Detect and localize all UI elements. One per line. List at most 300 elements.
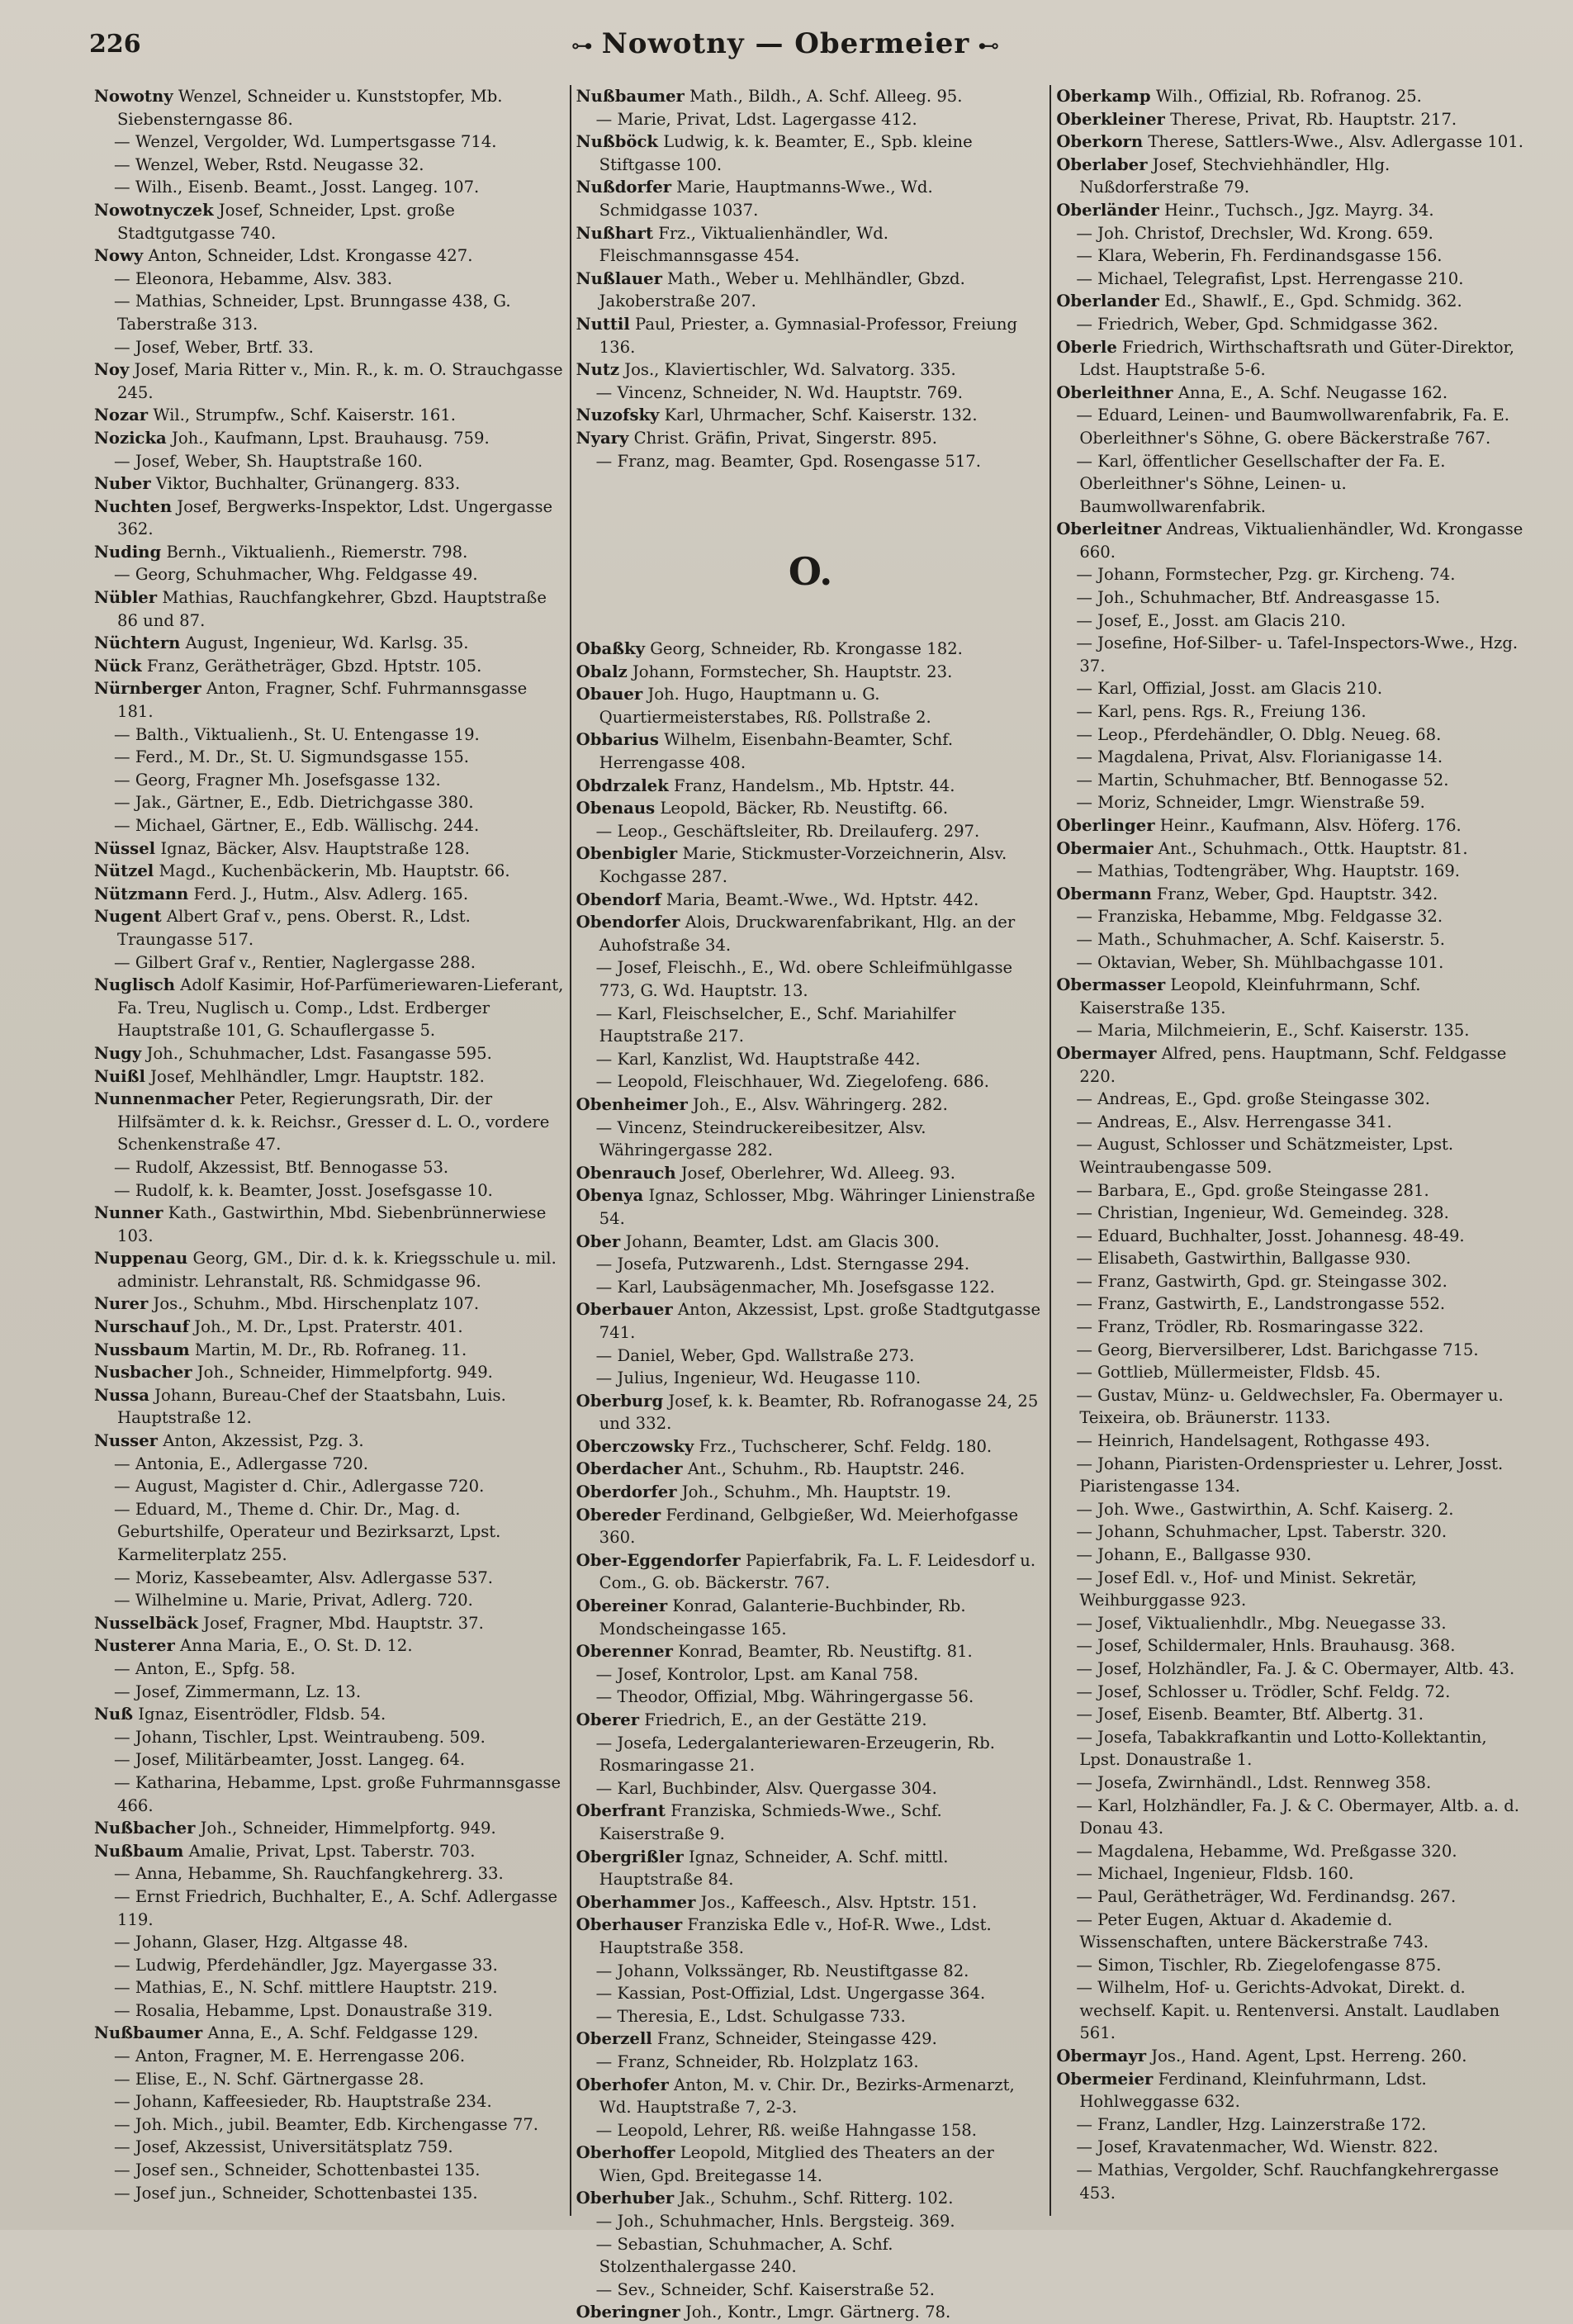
entry-surname: Nozar <box>94 406 149 425</box>
directory-entry <box>576 1686 1045 1709</box>
entry-text: Christ. Gräfin, Privat, Singerstr. 895. <box>628 428 938 448</box>
entry-text: — Joh. Wwe., Gastwirthin, A. Schf. Kaiserg. 2. <box>1076 1499 1454 1519</box>
directory-entry <box>1056 1567 1525 1612</box>
directory-entry <box>1056 313 1525 336</box>
directory-entry <box>94 1771 565 1817</box>
entry-text: Therese, Privat, Rb. Hauptstr. 217. <box>1164 109 1457 129</box>
directory-entry <box>1056 1840 1525 1863</box>
entry-surname: Oberkorn <box>1056 132 1144 152</box>
directory-entry <box>576 1960 1045 1983</box>
directory-entry <box>94 2045 565 2068</box>
entry-surname: Nuppenau <box>94 1249 188 1269</box>
entry-surname: Oberleitner <box>1056 519 1162 539</box>
entry-text: — Gottlieb, Müllermeister, Fldsb. 45. <box>1076 1363 1381 1383</box>
entry-text: — Wilh., Eisenb. Beamt., Josst. Langeg. 107. <box>114 178 480 197</box>
directory-entry <box>94 1840 565 1863</box>
directory-entry <box>1056 1544 1525 1567</box>
entry-text: — Josefa, Putzwarenh., Ldst. Sterngasse 294. <box>595 1254 970 1274</box>
entry-text: Anton, M. v. Chir. Dr., Bezirks-Armenarzt, Wd. Hauptstraße 7, 2-3. <box>599 2075 1015 2118</box>
entry-text: Joh., Kaufmann, Lpst. Brauhausg. 759. <box>166 428 490 448</box>
entry-surname: Obenheimer <box>576 1094 688 1114</box>
directory-entry <box>576 728 1045 774</box>
entry-text: — Johann, Piaristen-Ordenspriester u. Lehrer, Josst. Piaristengasse 134. <box>1076 1454 1504 1496</box>
entry-surname: Nusterer <box>94 1636 175 1656</box>
directory-entry <box>1056 108 1525 131</box>
entry-text: Marie, Stickmuster-Vorzeichnerin, Alsv. Kochgasse 287. <box>599 844 1007 887</box>
entry-surname: Oberhauser <box>576 1915 683 1935</box>
entry-text: — Josef, Weber, Sh. Hauptstraße 160. <box>114 451 423 471</box>
entry-surname: Oberhuber <box>576 2189 675 2208</box>
directory-entry <box>94 1612 565 1635</box>
entry-text: Anna, E., A. Schf. Neugasse 162. <box>1173 382 1448 402</box>
directory-entry <box>1056 1133 1525 1179</box>
directory-entry <box>94 1817 565 1840</box>
directory-entry <box>576 1367 1045 1390</box>
entry-surname: Obaßky <box>576 639 645 659</box>
entry-surname: Obenya <box>576 1186 644 1206</box>
directory-entry <box>94 336 565 359</box>
directory-entry <box>94 404 565 427</box>
entry-text: — Joh. Mich., jubil. Beamter, Edb. Kirchengasse 77. <box>114 2114 539 2134</box>
directory-entry <box>94 1088 565 1156</box>
entry-text: Mathias, Rauchfangkehrer, Gbzd. Hauptstraße 86 und 87. <box>117 588 547 630</box>
directory-entry <box>576 1846 1045 1891</box>
entry-surname: Nusselbäck <box>94 1613 199 1633</box>
entry-text: — Georg, Bierversilberer, Ldst. Barichgasse 715. <box>1076 1340 1479 1359</box>
entry-surname: Nußhart <box>576 223 654 243</box>
entry-text: Math., Bildh., A. Schf. Alleeg. 95. <box>684 87 963 106</box>
directory-entry <box>94 2182 565 2205</box>
entry-text: — Johann, Schuhmacher, Lpst. Taberstr. 320. <box>1076 1522 1447 1542</box>
directory-entry <box>576 2005 1045 2028</box>
directory-entry <box>576 956 1045 1002</box>
page-header <box>89 23 1482 64</box>
entry-text: — Karl, Offizial, Josst. am Glacis 210. <box>1076 679 1383 699</box>
entry-text: Ignaz, Bäcker, Alsv. Hauptstraße 128. <box>155 838 470 858</box>
entry-text: Ferd. J., Hutm., Alsv. Adlerg. 165. <box>188 884 469 904</box>
entry-text: Franz, Handelsm., Mb. Hptstr. 44. <box>668 775 955 795</box>
entry-text: — Klara, Weberin, Fh. Ferdinandsgasse 156. <box>1076 246 1443 266</box>
entry-surname: Obermasser <box>1056 975 1166 995</box>
directory-entry <box>576 85 1045 108</box>
entry-text: — Ferd., M. Dr., St. U. Sigmundsgasse 155. <box>114 747 470 767</box>
entry-text: — Gustav, Münz- u. Geldwechsler, Fa. Obermayer u. Teixeira, ob. Bräunerstr. 1133. <box>1076 1385 1504 1428</box>
directory-entry <box>1056 1316 1525 1339</box>
entry-surname: Nußbaumer <box>94 2023 203 2043</box>
directory-entry <box>576 1732 1045 1777</box>
entry-surname: Nurschauf <box>94 1317 190 1337</box>
directory-entry <box>1056 1498 1525 1521</box>
directory-entry <box>94 746 565 769</box>
entry-text: — Johann, Volkssänger, Rb. Neustiftgasse 82. <box>595 1961 969 1980</box>
entry-text: — Christian, Ingenieur, Wd. Gemeindeg. 328. <box>1076 1203 1449 1223</box>
entry-text: — Josef, Zimmermann, Lz. 13. <box>114 1681 362 1701</box>
entry-text: Konrad, Galanterie-Buchbinder, Rb. Mondscheingasse 165. <box>599 1596 966 1639</box>
entry-surname: Nuß <box>94 1705 134 1724</box>
directory-entry <box>576 2051 1045 2074</box>
entry-text: Ignaz, Schlosser, Mbg. Währinger Linienstraße 54. <box>599 1186 1035 1228</box>
directory-entry <box>94 1634 565 1658</box>
directory-entry <box>1056 382 1525 405</box>
directory-entry <box>576 1549 1045 1595</box>
entry-text: Anna, E., A. Schf. Feldgasse 129. <box>202 2023 479 2043</box>
entry-surname: Obbarius <box>576 730 659 750</box>
directory-entry <box>94 1498 565 1567</box>
directory-entry <box>576 1504 1045 1549</box>
directory-entry <box>94 1156 565 1179</box>
entry-text: — Karl, öffentlicher Gesellschafter der Fa. E. Oberleithner's Söhne, Leinen- u. Baumwollwarenfabrik. <box>1076 451 1446 516</box>
entry-text: Anton, Schneider, Ldst. Krongasse 427. <box>143 246 473 266</box>
entry-text: Ed., Shawlf., E., Gpd. Schmidg. 362. <box>1158 292 1462 311</box>
entry-text: — Simon, Tischler, Rb. Ziegelofengasse 875. <box>1076 1955 1442 1975</box>
entry-text: — Oktavian, Weber, Sh. Mühlbachgasse 101. <box>1076 952 1444 972</box>
directory-entry <box>1056 199 1525 222</box>
entry-text: Josef, Maria Ritter v., Min. R., k. m. O. Strauchgasse 245. <box>117 360 563 402</box>
directory-entry <box>94 450 565 473</box>
entry-text: — Josef, Weber, Brtf. 33. <box>114 337 314 357</box>
directory-entry <box>94 427 565 450</box>
directory-entry <box>576 1253 1045 1276</box>
directory-entry <box>576 1435 1045 1458</box>
entry-text: Franz, Weber, Gpd. Hauptstr. 342. <box>1151 884 1438 904</box>
entry-text: Ant., Schuhm., Rb. Hauptstr. 246. <box>682 1459 965 1479</box>
directory-entry <box>94 154 565 177</box>
entry-text: — Theodor, Offizial, Mbg. Währingergasse 56. <box>595 1687 974 1707</box>
entry-surname: Nußböck <box>576 132 658 152</box>
directory-entry <box>94 905 565 951</box>
entry-surname: Oberländer <box>1056 200 1159 220</box>
entry-text: — Karl, Kanzlist, Wd. Hauptstraße 442. <box>595 1049 921 1069</box>
directory-entry <box>94 2113 565 2137</box>
directory-entry <box>94 176 565 199</box>
entry-text: — Franz, Schneider, Rb. Holzplatz 163. <box>595 2051 919 2071</box>
directory-entry <box>1056 518 1525 563</box>
entry-text: — Eduard, Leinen- und Baumwollwarenfabrik, Fa. E. Oberleithner's Söhne, G. obere Bäckerstraße 767. <box>1076 406 1510 448</box>
directory-entry <box>576 1390 1045 1435</box>
directory-entry <box>94 2090 565 2113</box>
entry-surname: Obenbigler <box>576 844 678 864</box>
directory-entry <box>576 1048 1045 1071</box>
entry-text: — Andreas, E., Alsv. Herrengasse 341. <box>1076 1112 1392 1131</box>
directory-entry <box>576 889 1045 912</box>
entry-surname: Oberlander <box>1056 292 1159 311</box>
entry-surname: Nusbacher <box>94 1363 192 1383</box>
entry-text: Leopold, Bäcker, Rb. Neustiftg. 66. <box>655 799 949 818</box>
entry-text: — Ernst Friedrich, Buchhalter, E., A. Schf. Adlergasse 119. <box>114 1886 558 1929</box>
entry-surname: Nuißl <box>94 1066 145 1086</box>
entry-text: Joh. Hugo, Hauptmann u. G. Quartiermeisterstabes, Rß. Pollstraße 2. <box>599 685 931 727</box>
entry-surname: Obermayer <box>1056 1043 1157 1063</box>
entry-surname: Obermayr <box>1056 2047 1147 2066</box>
entry-surname: Nuglisch <box>94 975 175 995</box>
directory-entry <box>576 1640 1045 1663</box>
directory-entry <box>1056 1634 1525 1658</box>
ornament-right-icon: ⊷ <box>978 34 1001 59</box>
directory-entry <box>576 2119 1045 2142</box>
entry-text: — Joh. Christof, Drechsler, Wd. Krong. 659. <box>1076 223 1433 243</box>
entry-surname: Oberleithner <box>1056 382 1173 402</box>
directory-entry <box>1056 814 1525 837</box>
directory-entry <box>94 677 565 723</box>
column-2 <box>570 85 1050 2322</box>
directory-entry <box>576 1298 1045 1344</box>
directory-entry <box>1056 905 1525 928</box>
directory-entry <box>1056 85 1525 108</box>
entry-surname: Oberzell <box>576 2029 652 2049</box>
directory-entry <box>576 2074 1045 2119</box>
directory-entry <box>576 683 1045 728</box>
entry-surname: Nürnberger <box>94 679 201 699</box>
directory-entry <box>576 1982 1045 2005</box>
directory-entry <box>576 1184 1045 1230</box>
directory-entry <box>1056 1954 1525 1977</box>
directory-entry <box>1056 1042 1525 1088</box>
entry-text: — Josef Edl. v., Hof- und Minist. Sekretär, Weihburggasse 923. <box>1076 1568 1417 1610</box>
directory-entry <box>1056 837 1525 861</box>
directory-entry <box>94 1862 565 1885</box>
entry-text: — Josef jun., Schneider, Schottenbastei 135. <box>114 2183 478 2203</box>
entry-text: — Leopold, Fleischhauer, Wd. Ziegelofeng. 686. <box>595 1072 989 1092</box>
entry-text: — Marie, Privat, Ldst. Lagergasse 412. <box>595 109 917 129</box>
entry-surname: Obendorf <box>576 889 661 909</box>
entry-text: Ignaz, Eisentrödler, Fldsb. 54. <box>133 1705 386 1724</box>
entry-text: Leopold, Mitglied des Theaters an der Wien, Gpd. Breitegasse 14. <box>599 2143 994 2185</box>
entry-text: — Jak., Gärtner, E., Edb. Dietrichgasse 380. <box>114 793 474 813</box>
directory-entry <box>1056 769 1525 792</box>
directory-entry <box>94 199 565 244</box>
entry-surname: Nugy <box>94 1043 142 1063</box>
entry-surname: Obermaier <box>1056 838 1154 858</box>
directory-entry <box>1056 1612 1525 1635</box>
directory-entry <box>576 222 1045 268</box>
directory-entry <box>1056 1862 1525 1885</box>
entry-text: Johann, Bureau-Chef der Staatsbahn, Luis. Hauptstraße 12. <box>117 1385 506 1428</box>
directory-entry <box>94 472 565 496</box>
directory-entry <box>1056 1681 1525 1704</box>
directory-entry <box>576 176 1045 221</box>
directory-entry <box>94 496 565 541</box>
directory-entry <box>576 2187 1045 2210</box>
directory-entry <box>1056 1247 1525 1270</box>
entry-text: Andreas, Viktualienhändler, Wd. Krongasse 660. <box>1079 519 1523 562</box>
entry-text: Jos., Schuhm., Mbd. Hirschenplatz 107. <box>148 1294 480 1314</box>
entry-text: Josef, Fragner, Mbd. Hauptstr. 37. <box>198 1613 484 1633</box>
entry-surname: Oberhofer <box>576 2075 669 2094</box>
directory-entry <box>1056 222 1525 245</box>
directory-entry <box>94 1931 565 1954</box>
entry-surname: Nußdorfer <box>576 178 672 197</box>
entry-surname: Noy <box>94 360 130 380</box>
directory-entry <box>576 1276 1045 1299</box>
directory-entry <box>94 883 565 906</box>
entry-surname: Nuding <box>94 542 162 562</box>
entry-text: — Ludwig, Pferdehändler, Jgz. Mayergasse 33. <box>114 1955 498 1975</box>
directory-entry <box>576 1800 1045 1845</box>
entry-surname: Nusser <box>94 1431 159 1451</box>
entry-text: — Eduard, Buchhalter, Josst. Johannesg. 48-49. <box>1076 1226 1465 1245</box>
entry-surname: Oberer <box>576 1710 640 1729</box>
entry-surname: Oberkleiner <box>1056 109 1165 129</box>
entry-surname: Obenaus <box>576 799 656 818</box>
directory-entry <box>1056 1088 1525 1111</box>
entry-text: — Josef, Holzhändler, Fa. J. & C. Obermayer, Altb. 43. <box>1076 1658 1515 1678</box>
entry-text: — Katharina, Hebamme, Lpst. große Fuhrmannsgasse 466. <box>114 1772 561 1815</box>
directory-entry <box>576 1117 1045 1162</box>
entry-text: — Joh., Schuhmacher, Btf. Andreasgasse 15. <box>1076 588 1441 608</box>
entry-text: — Sebastian, Schuhmacher, A. Schf. Stolzenthalergasse 240. <box>595 2234 893 2277</box>
entry-surname: Ober-Eggendorfer <box>576 1550 741 1570</box>
directory-entry <box>94 1042 565 1065</box>
directory-entry <box>1056 1703 1525 1726</box>
entry-text: — Math., Schuhmacher, A. Schf. Kaiserstr. 5. <box>1076 929 1445 949</box>
entry-text: Frz., Tuchscherer, Schf. Feldg. 180. <box>694 1436 993 1456</box>
entry-surname: Nußbaum <box>94 1841 184 1861</box>
directory-entry <box>576 313 1045 358</box>
directory-entry <box>1056 2159 1525 2204</box>
entry-surname: Oberhoffer <box>576 2143 675 2163</box>
entry-text: Wilh., Offizial, Rb. Rofranog. 25. <box>1150 87 1422 106</box>
entry-surname: Oberbauer <box>576 1300 673 1320</box>
entry-text: — Josefa, Tabakkrafkantin und Lotto-Kollektantin, Lpst. Donaustraße 1. <box>1076 1727 1487 1770</box>
directory-entry <box>576 1709 1045 1732</box>
entry-text: — Karl, pens. Rgs. R., Freiung 136. <box>1076 702 1367 722</box>
entry-text: — Vincenz, Schneider, N. Wd. Hauptstr. 769. <box>595 382 963 402</box>
directory-entry <box>94 1361 565 1384</box>
directory-entry <box>94 837 565 861</box>
entry-surname: Nüssel <box>94 838 156 858</box>
entry-text: Josef, Stechviehhändler, Hlg. Nußdorferstraße 79. <box>1079 154 1391 197</box>
entry-surname: Obalz <box>576 662 628 681</box>
directory-entry <box>576 404 1045 427</box>
entry-text: — Josef, Kravatenmacher, Wd. Wienstr. 822. <box>1076 2137 1438 2157</box>
entry-text: Friedrich, E., an der Gestätte 219. <box>639 1710 927 1729</box>
entry-text: — Franz, Gastwirth, Gpd. gr. Steingasse 302. <box>1076 1271 1447 1291</box>
entry-surname: Obauer <box>576 685 643 704</box>
entry-text: Wenzel, Schneider u. Kunststopfer, Mb. Siebensterngasse 86. <box>117 87 503 129</box>
directory-entry <box>576 2028 1045 2051</box>
entry-text: — Karl, Holzhändler, Fa. J. & C. Obermayer, Altb. a. d. Donau 43. <box>1076 1795 1520 1838</box>
directory-entry <box>1056 1339 1525 1362</box>
entry-text: Jos., Hand. Agent, Lpst. Herreng. 260. <box>1146 2047 1467 2066</box>
entry-text: — Josef, Akzessist, Universitätsplatz 759. <box>114 2137 453 2157</box>
entry-text: — Josef, Militärbeamter, Josst. Langeg. 64. <box>114 1750 466 1770</box>
directory-entry <box>576 1345 1045 1368</box>
directory-entry <box>94 1179 565 1202</box>
directory-entry <box>94 1065 565 1088</box>
entry-text: Peter, Regierungsrath, Dir. der Hilfsämter d. k. k. Reichsr., Gresser d. L. O., vordere Schenkenstraße 47. <box>117 1089 550 1155</box>
entry-surname: Oberdorfer <box>576 1482 677 1502</box>
entry-text: — August, Magister d. Chir., Adlergasse 720. <box>114 1477 485 1496</box>
directory-entry <box>576 450 1045 473</box>
directory-entry <box>576 1481 1045 1504</box>
directory-entry <box>576 2141 1045 2187</box>
entry-text: — Peter Eugen, Aktuar d. Akademie d. Wissenschaften, untere Bäckerstraße 743. <box>1076 1909 1429 1952</box>
directory-entry <box>94 1430 565 1453</box>
directory-entry <box>94 1339 565 1362</box>
directory-entry <box>576 382 1045 405</box>
directory-entry <box>576 427 1045 450</box>
directory-entry <box>94 1703 565 1726</box>
directory-entry <box>1056 1179 1525 1202</box>
entry-text: — Josef, E., Josst. am Glacis 210. <box>1076 610 1346 630</box>
column-2-n-entries <box>576 85 1045 472</box>
entry-text: — Karl, Fleischselcher, E., Schf. Mariahilfer Hauptstraße 217. <box>595 1003 956 1046</box>
entry-text: — Kassian, Post-Offizial, Ldst. Ungergasse 364. <box>595 1984 986 2004</box>
entry-text: — Heinrich, Handelsagent, Rothgasse 493. <box>1076 1431 1430 1451</box>
entry-text: — Leop., Geschäftsleiter, Rb. Dreilauferg. 297. <box>595 821 980 841</box>
entry-surname: Nowotnyczek <box>94 200 214 220</box>
entry-surname: Oberfrant <box>576 1801 666 1821</box>
entry-text: Kath., Gastwirthin, Mbd. Siebenbrünnerwiese 103. <box>117 1203 547 1245</box>
directory-entry <box>1056 1019 1525 1042</box>
directory-entry <box>1056 2068 1525 2113</box>
entry-text: — Daniel, Weber, Gpd. Wallstraße 273. <box>595 1345 915 1365</box>
directory-entry <box>1056 974 1525 1019</box>
column-1 <box>89 85 570 2216</box>
entry-text: — Gilbert Graf v., Rentier, Naglergasse 288. <box>114 952 476 972</box>
entry-text: Josef, Oberlehrer, Wd. Alleeg. 93. <box>675 1163 955 1183</box>
directory-entry <box>576 1231 1045 1254</box>
directory-entry <box>94 951 565 975</box>
directory-entry <box>576 108 1045 131</box>
entry-text: Johann, Formstecher, Sh. Hauptstr. 23. <box>627 662 953 681</box>
entry-surname: Nunner <box>94 1203 163 1223</box>
directory-entry <box>94 1658 565 1681</box>
directory-entry <box>576 130 1045 176</box>
entry-surname: Obenrauch <box>576 1163 676 1183</box>
directory-entry <box>1056 1270 1525 1293</box>
entry-text: — Wilhelm, Hof- u. Gerichts-Advokat, Direkt. d. wechself. Kapit. u. Rentenversi. Anstalt. Laudlaben 561. <box>1076 1978 1500 2043</box>
entry-text: Konrad, Beamter, Rb. Neustiftg. 81. <box>672 1642 973 1662</box>
entry-surname: Oberlaber <box>1056 154 1148 174</box>
entry-surname: Ober <box>576 1231 621 1251</box>
entry-text: — Eduard, M., Theme d. Chir. Dr., Mag. d. Geburtshilfe, Operateur und Bezirksarzt, Lpst. Karmeliterplatz 255. <box>114 1499 501 1564</box>
entry-text: — Leopold, Lehrer, Rß. weiße Hahngasse 158. <box>595 2120 977 2140</box>
entry-surname: Oberingner <box>576 2303 680 2322</box>
entry-text: Jos., Klaviertischler, Wd. Salvatorg. 335. <box>619 360 956 380</box>
directory-entry <box>94 1589 565 1612</box>
entry-text: Joh., Schuhm., Mh. Hauptstr. 19. <box>676 1482 951 1502</box>
directory-entry <box>1056 1453 1525 1498</box>
entry-text: — Mathias, Todtengräber, Whg. Hauptstr. 169. <box>1076 861 1461 881</box>
entry-surname: Nüchtern <box>94 633 181 653</box>
directory-entry <box>576 2279 1045 2302</box>
entry-surname: Nussbaum <box>94 1340 190 1359</box>
entry-text: Wil., Strumpfw., Schf. Kaiserstr. 161. <box>148 406 457 425</box>
entry-text: — Mathias, E., N. Schf. mittlere Hauptstr. 219. <box>114 1978 498 1998</box>
entry-text: — Franz, mag. Beamter, Gpd. Rosengasse 517. <box>595 451 981 471</box>
entry-text: Heinr., Tuchsch., Jgz. Mayrg. 34. <box>1158 200 1434 220</box>
entry-text: — Josef, Schildermaler, Hnls. Brauhausg. 368. <box>1076 1636 1456 1656</box>
entry-text: — Martin, Schuhmacher, Btf. Bennogasse 52. <box>1076 770 1449 790</box>
entry-text: Viktor, Buchhalter, Grünangerg. 833. <box>150 474 461 494</box>
entry-text: — Maria, Milchmeierin, E., Schf. Kaiserstr. 135. <box>1076 1021 1470 1041</box>
directory-entry <box>94 1475 565 1498</box>
entry-surname: Nützmann <box>94 884 189 904</box>
entry-surname: Oberburg <box>576 1391 664 1411</box>
entry-text: Math., Weber u. Mehlhändler, Gbzd. Jakoberstraße 207. <box>599 268 965 311</box>
directory-entry <box>1056 244 1525 268</box>
entry-text: Josef, k. k. Beamter, Rb. Rofranogasse 24, 25 und 332. <box>599 1391 1039 1434</box>
directory-entry <box>94 1247 565 1292</box>
directory-entry <box>576 2301 1045 2324</box>
directory-entry <box>1056 450 1525 519</box>
directory-entry <box>94 814 565 837</box>
entry-surname: Nowotny <box>94 87 173 106</box>
entry-text: — Wenzel, Vergolder, Wd. Lumpertsgasse 714. <box>114 132 497 152</box>
entry-text: — Michael, Telegrafist, Lpst. Herrengasse 210. <box>1076 268 1464 288</box>
entry-text: Ludwig, k. k. Beamter, E., Spb. kleine Stiftgasse 100. <box>599 132 973 174</box>
